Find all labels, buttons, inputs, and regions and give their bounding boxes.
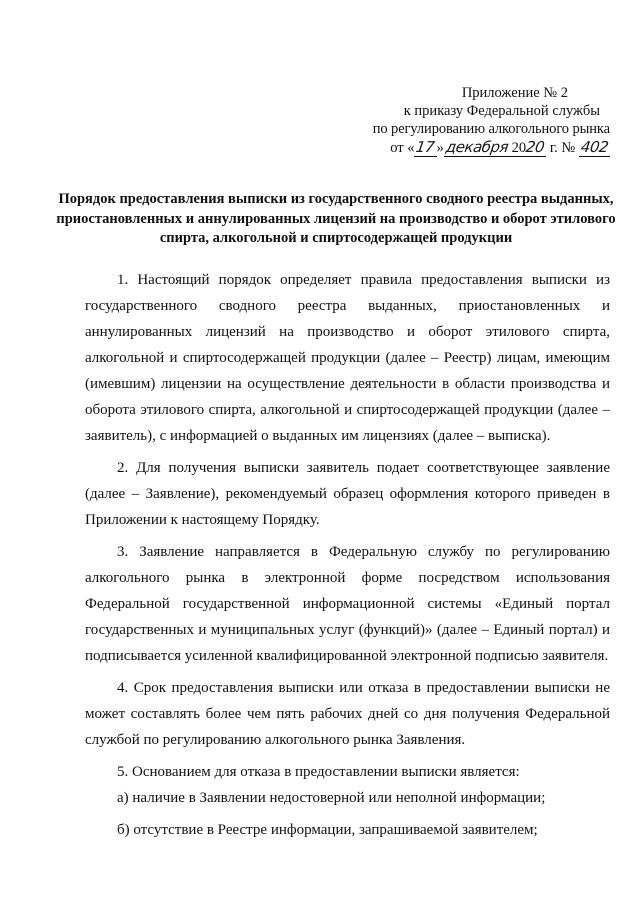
order-reference: к приказу Федеральной службы <box>403 103 600 119</box>
date-year-prefix: 20 <box>511 140 527 156</box>
paragraph-2: 2. Для получения выписки заявитель подает соответствующее заявление (далее – Заявление), рекомендуемый образец оформления которого приведен в Приложении к настоящему Порядку. <box>85 460 610 528</box>
list-item-a: а) наличие в Заявлении недостоверной или неполной информации; <box>117 790 546 806</box>
paragraph-1: 1. Настоящий порядок определяет правила предоставления выписки из государственного сводного реестра выданных, приостановленных и аннулированных лицензий на производство и оборот этилового спирта, алкогольной и спиртосодержащей продукции (далее – Реестр) лицам, имеющим (имевшим) лицензии на осуществление деятельности в области производства и оборота этилового спирта, алкогольной и спиртосодержащей продукции (далее – заявитель), с информацией о выданных им лицензиях (далее – выписка). <box>85 272 610 444</box>
paragraph-3: 3. Заявление направляется в Федеральную службу по регулированию алкогольного рынка в электронной форме посредством использования Федеральной государственной информационной системы «Единый портал государственных и муниципальных услуг (функций)» (далее – Единый портал) и подписывается усиленной квалифицированной электронной подписью заявителя. <box>85 544 610 664</box>
order-number: 402 <box>579 138 610 156</box>
appendix-number: Приложение № 2 <box>461 85 568 101</box>
order-number-field <box>579 139 610 157</box>
date-month: декабря <box>444 138 510 156</box>
number-prefix: г. № <box>549 140 576 156</box>
date-day: 17 <box>415 138 436 156</box>
date-close: » <box>436 140 444 156</box>
date-month-field <box>444 139 546 157</box>
date-year: 20 <box>524 138 546 156</box>
paragraph-4: 4. Срок предоставления выписки или отказа в предоставлении выписки не может составлять более чем пять рабочих дней со дня получения Федеральной службой по регулированию алкогольного рынка Заявления. <box>85 680 610 748</box>
appendix-header <box>310 84 610 157</box>
agency-name: по регулированию алкогольного рынка <box>372 121 610 137</box>
paragraph-5: 5. Основанием для отказа в предоставлении выписки является: <box>117 764 520 780</box>
date-prefix: от « <box>390 140 415 156</box>
order-date-line <box>310 139 610 157</box>
document-body <box>85 267 610 843</box>
date-day-field <box>414 139 436 157</box>
list-item-b: б) отсутствие в Реестре информации, запрашиваемой заявителем; <box>117 822 538 838</box>
document-title: Порядок предоставления выписки из государственного сводного реестра выданных, приостановленных и аннулированных лицензий на производство и оборот этилового спирта, алкогольной и спиртосодержащей продукции <box>56 191 616 246</box>
